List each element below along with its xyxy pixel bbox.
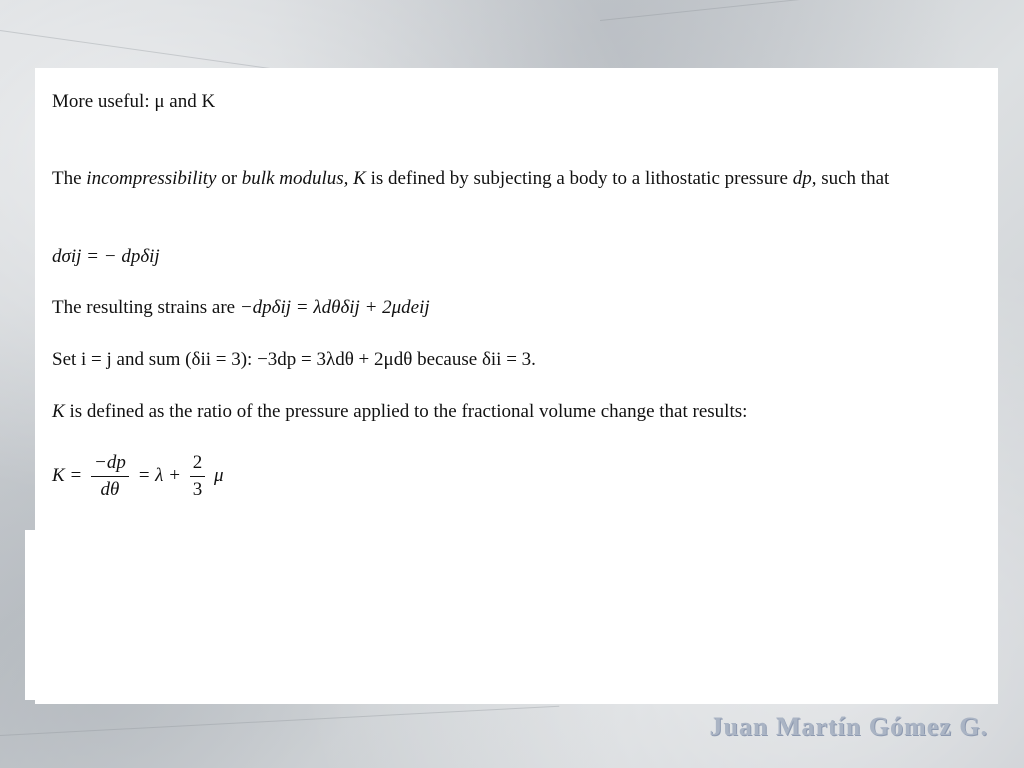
k-equation bbox=[52, 448, 984, 504]
term-incompressibility: incompressibility bbox=[86, 168, 217, 189]
intro-var: dp bbox=[792, 168, 812, 189]
fraction-denominator: 3 bbox=[192, 479, 203, 501]
k-eq-mid: = λ + bbox=[137, 465, 181, 486]
intro-or: or bbox=[221, 168, 238, 189]
marble-vein bbox=[600, 0, 1018, 21]
author-watermark: Juan Martín Gómez G. bbox=[709, 712, 988, 741]
strains-equation: −dpδij = λdθδij + 2μdeij bbox=[239, 297, 430, 318]
fraction-two-thirds bbox=[190, 450, 206, 503]
strains-label: The resulting strains are bbox=[52, 297, 236, 318]
term-bulk-modulus: bulk modulus, K bbox=[241, 168, 366, 189]
fraction-dp-dtheta bbox=[91, 450, 129, 503]
intro-prefix: The bbox=[52, 168, 82, 189]
k-definition-line bbox=[52, 400, 984, 424]
intro-end: , such that bbox=[811, 168, 890, 189]
set-sum-text: Set i = j and sum (δii = 3): −3dp = 3λdθ + 2μdθ because δii = 3. bbox=[52, 349, 536, 370]
eq1-text: dσij = − dpδij bbox=[52, 246, 160, 267]
fraction-numerator: 2 bbox=[190, 450, 206, 477]
slide-card bbox=[35, 68, 998, 704]
fraction-numerator: −dp bbox=[91, 450, 129, 477]
k-eq-lhs: K = bbox=[52, 465, 83, 486]
slide-heading bbox=[52, 90, 984, 114]
intro-rest: is defined by subjecting a body to a lithostatic pressure bbox=[370, 168, 788, 189]
equation-stress bbox=[52, 245, 984, 269]
intro-paragraph bbox=[52, 167, 984, 191]
fraction-denominator: dθ bbox=[100, 479, 120, 501]
strains-line bbox=[52, 296, 984, 320]
k-definition-text: is defined as the ratio of the pressure applied to the fractional volume change that results: bbox=[69, 401, 748, 422]
k-eq-tail: μ bbox=[213, 465, 224, 486]
k-var: K bbox=[52, 401, 65, 422]
set-sum-line bbox=[52, 348, 984, 372]
marble-vein bbox=[0, 706, 559, 736]
heading-text: More useful: μ and K bbox=[52, 91, 216, 112]
